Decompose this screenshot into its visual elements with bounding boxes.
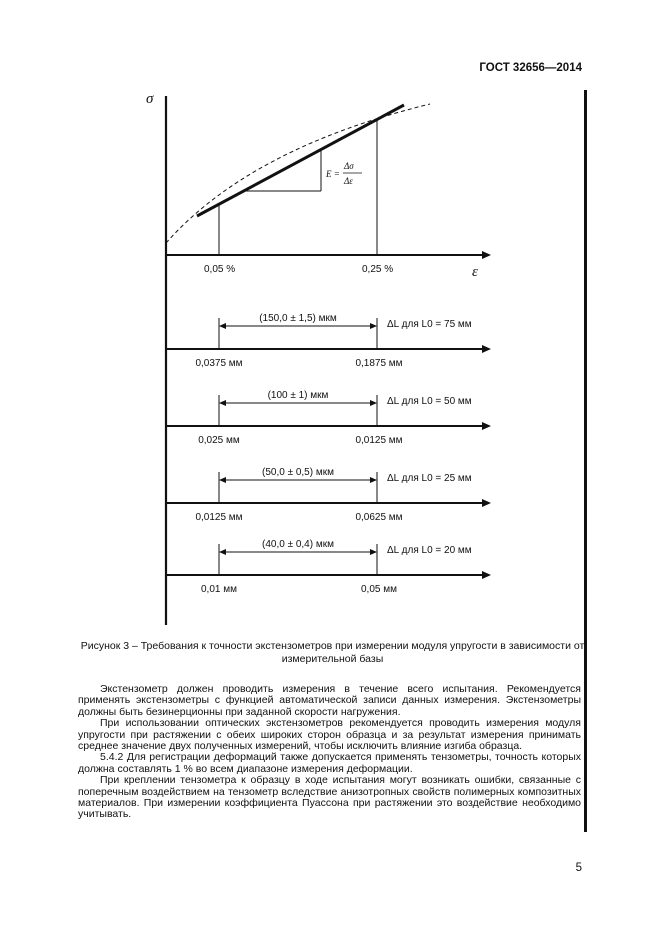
scale-range-arrow-right	[370, 477, 377, 483]
paragraph: При креплении тензометра к образцу в ходе испытания могут возникать ошибки, связанные с поперечным воздействием на тензометр вследствие анизотропных свойств полимерных композитных материалов. При измерении коэффициента Пуассона при растяжении это воздействие необходимо учитывать.	[78, 774, 581, 821]
scale-left-value: 0,01 мм	[201, 584, 237, 595]
body-text	[78, 684, 581, 821]
scale-axis-arrow	[482, 571, 491, 579]
scale-range-label: (150,0 ± 1,5) мкм	[259, 313, 337, 324]
scale-axis-arrow	[482, 345, 491, 353]
scale-right-value: 0,0625 мм	[355, 512, 403, 523]
scale-left-value: 0,0125 мм	[195, 512, 243, 523]
strain-axis-label: ε	[472, 264, 478, 280]
scale-gauge-label: ΔL для L0 = 25 мм	[387, 473, 472, 484]
modulus-formula-numerator: Δσ	[344, 161, 354, 171]
scale-range-arrow-left	[219, 323, 226, 329]
paragraph: Экстензометр должен проводить измерения в течение всего испытания. Рекомендуется применять экстензометры с функцией автоматической записи данных измерения. Экстензометры должны быть безинерционны при заданной скорости нагружения.	[78, 683, 581, 718]
scale-right-value: 0,1875 мм	[355, 358, 403, 369]
scale-range-arrow-right	[370, 400, 377, 406]
scale-range-arrow-left	[219, 477, 226, 483]
scale-left-value: 0,0375 мм	[195, 358, 243, 369]
scale-gauge-label: ΔL для L0 = 75 мм	[387, 319, 472, 330]
strain-tick-label: 0,05 %	[204, 264, 236, 275]
scale-range-arrow-right	[370, 323, 377, 329]
scale-gauge-label: ΔL для L0 = 20 мм	[387, 545, 472, 556]
paragraph: При использовании оптических экстензометров рекомендуется проводить измерения модуля упругости при растяжении с обеих широких сторон образца и за результат измерения принимать среднее значение двух полученных измерений, чтобы исключить влияние изгиба образца.	[78, 717, 581, 753]
page-number: 5	[575, 862, 582, 874]
document-header: ГОСТ 32656—2014	[479, 62, 582, 74]
stress-axis-label: σ	[146, 91, 154, 107]
scale-range-arrow-left	[219, 549, 226, 555]
stress-strain-curve	[166, 104, 430, 243]
modulus-formula-lhs: E =	[326, 169, 340, 179]
scale-gauge-label: ΔL для L0 = 50 мм	[387, 396, 472, 407]
strain-tick-label: 0,25 %	[362, 264, 394, 275]
scale-range-label: (40,0 ± 0,4) мкм	[262, 539, 334, 550]
scale-axis-arrow	[482, 422, 491, 430]
scale-right-value: 0,0125 мм	[355, 435, 403, 446]
strain-axis-arrow	[482, 251, 491, 259]
paragraph: 5.4.2 Для регистрации деформаций также допускается применять тензометры, точность которых должна составлять 1 % во всем диапазоне измерения деформации.	[78, 751, 581, 775]
scale-range-label: (50,0 ± 0,5) мкм	[262, 467, 334, 478]
scale-range-label: (100 ± 1) мкм	[267, 390, 329, 401]
secant-modulus-line	[197, 105, 404, 216]
scale-range-arrow-right	[370, 549, 377, 555]
figure-caption: Рисунок 3 – Требования к точности экстензометров при измерении модуля упругости в зависимости от измерительной базы	[80, 640, 585, 665]
scale-left-value: 0,025 мм	[198, 435, 240, 446]
modulus-formula-denominator: Δε	[344, 176, 353, 186]
scale-right-value: 0,05 мм	[361, 584, 397, 595]
scale-axis-arrow	[482, 499, 491, 507]
scale-range-arrow-left	[219, 400, 226, 406]
